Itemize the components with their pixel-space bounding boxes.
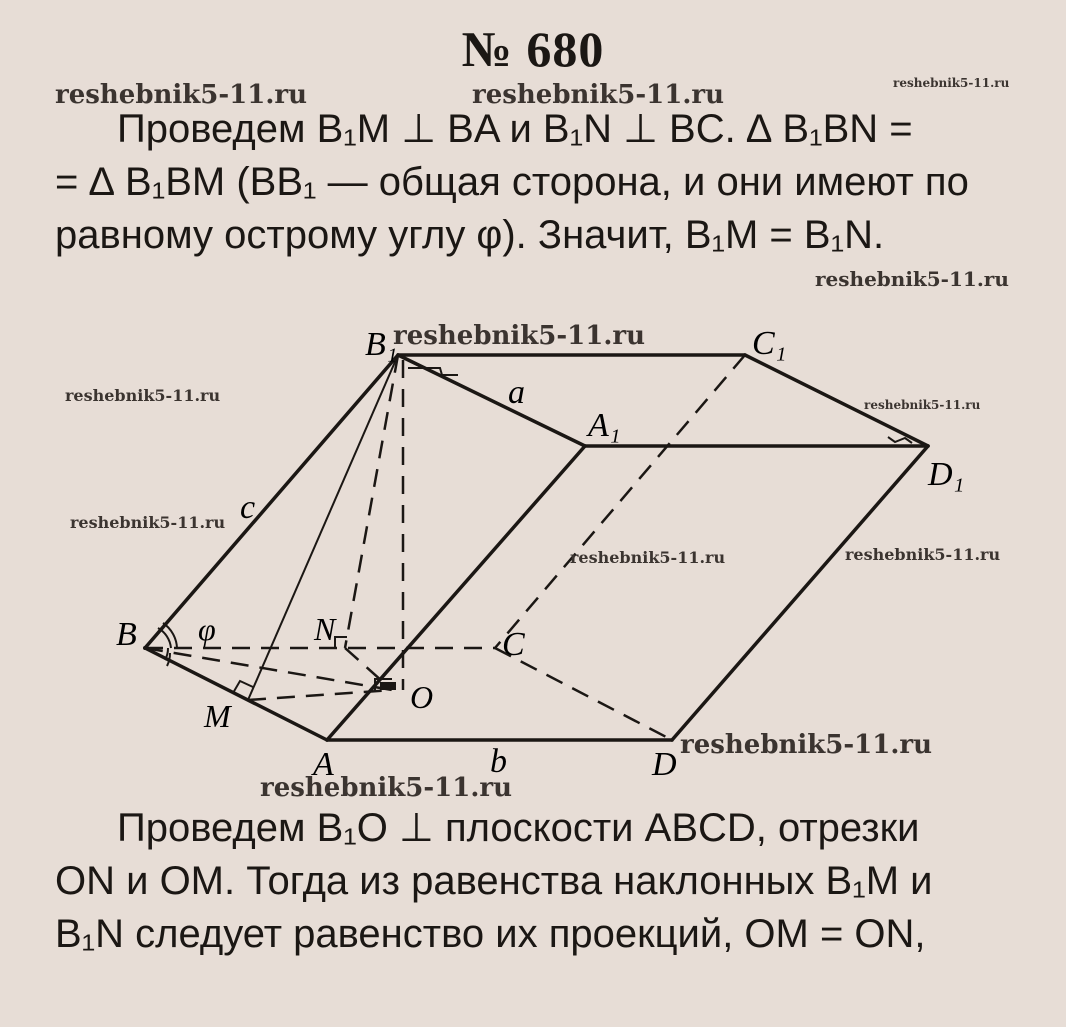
edge-a1-a [327,446,585,740]
point-o-marker [380,682,396,690]
paragraph-2 [55,802,1035,961]
label-a1: A₁ [588,407,621,444]
edge-b-a [145,648,327,740]
label-d1: D₁ [928,456,965,493]
watermark: reshebnik5-11.ru [393,321,646,351]
label-o: O [410,679,434,715]
label-b1: B₁ [365,326,398,363]
label-c1: C₁ [752,325,787,362]
paragraph-2-line-1: Проведем B₁O ⊥ плоскости ABCD, отрезки [117,806,920,850]
watermark: reshebnik5-11.ru [55,80,308,110]
watermark: reshebnik5-11.ru [472,80,725,110]
paragraph-1-line-2: = ∆ B₁BM (BB₁ — общая сторона, и они имеют по [55,160,969,204]
watermark: reshebnik5-11.ru [893,76,1010,90]
watermark: reshebnik5-11.ru [570,548,726,567]
label-edge-b: b [490,743,507,780]
hidden-edge-c1-c [495,355,745,648]
paragraph-2-line-3: B₁N следует равенство их проекций, OM = ON, [55,912,926,956]
right-angle-m [233,681,253,693]
paragraph-1-line-1: Проведем B₁M ⊥ BA и B₁N ⊥ BC. ∆ B₁BN = [117,107,913,151]
label-n: N [314,611,336,647]
edge-d1-d [672,446,928,740]
label-a: A [313,746,334,783]
label-edge-a: a [508,374,525,411]
label-m: M [204,698,231,734]
paragraph-2-line-2: ON и OM. Тогда из равенства наклонных B₁M и [55,859,933,903]
vertex-b-dot [143,646,147,650]
label-b: B [116,616,137,653]
watermark: reshebnik5-11.ru [864,398,981,412]
label-c: C [502,626,525,663]
label-angle-phi: φ [198,611,216,647]
label-edge-c: c [240,489,256,526]
problem-number: № 680 [461,21,605,77]
watermark: reshebnik5-11.ru [845,545,1001,564]
segment-b1-n [345,355,398,648]
watermark: reshebnik5-11.ru [65,386,221,405]
watermark: reshebnik5-11.ru [680,730,933,760]
watermark: reshebnik5-11.ru [815,267,1009,291]
watermark: reshebnik5-11.ru [260,773,513,803]
paragraph-1-line-3: равному острому углу φ). Значит, B₁M = B₁N. [55,213,885,257]
segment-m-o [248,690,392,700]
watermark: reshebnik5-11.ru [70,513,226,532]
label-d: D [652,746,677,783]
